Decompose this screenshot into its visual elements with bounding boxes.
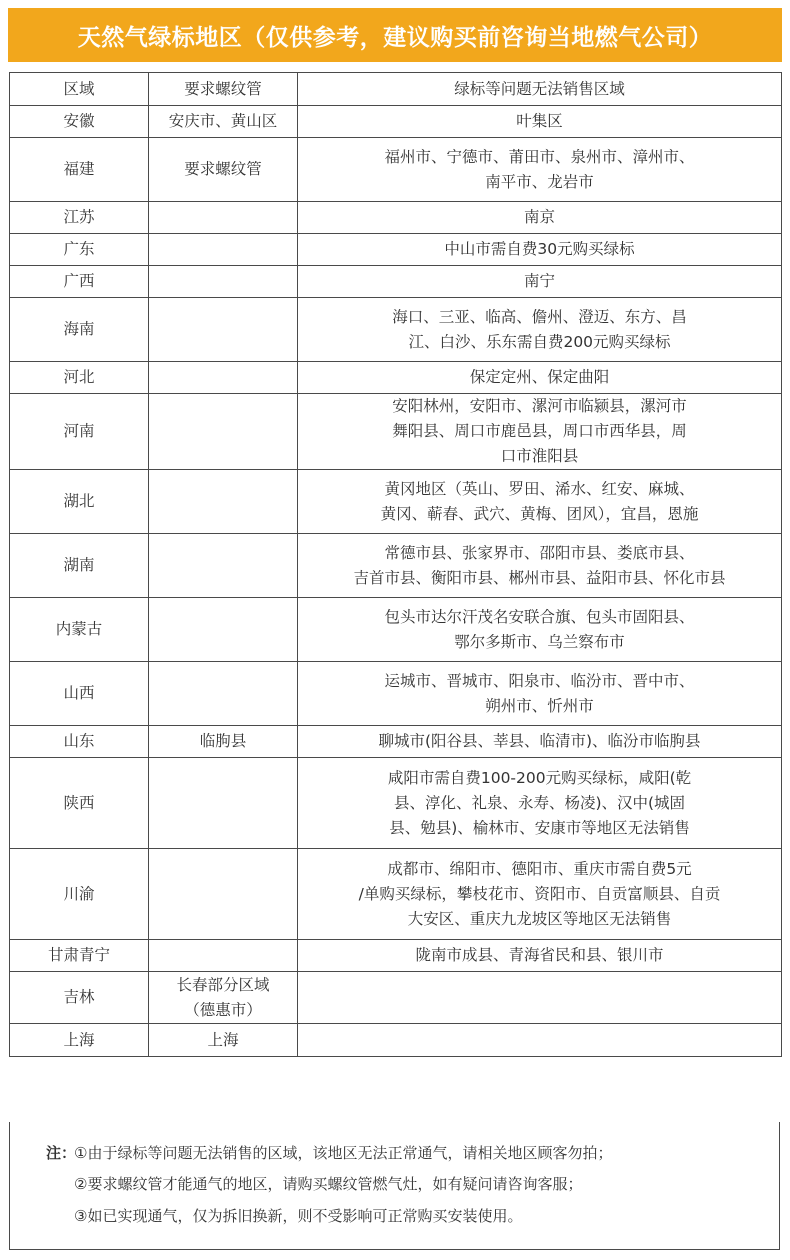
notes-label: 注：	[46, 1144, 77, 1162]
unsold-area-cell	[298, 202, 782, 234]
unsold-area-cell	[298, 470, 782, 534]
thread-pipe-cell	[149, 202, 298, 234]
region-cell: 湖北	[10, 470, 149, 534]
unsold-area-line: 运城市、晋城市、阳泉市、临汾市、晋中市、	[384, 671, 695, 690]
table-row	[10, 106, 782, 138]
unsold-area-cell	[298, 1024, 782, 1057]
thread-pipe-cell	[149, 849, 298, 940]
unsold-area-line: 常德市县、张家界市、邵阳市县、娄底市县、	[384, 543, 695, 562]
table-row	[10, 394, 782, 470]
table-row	[10, 534, 782, 598]
unsold-area-cell	[298, 362, 782, 394]
note-text: ③如已实现通气，仅为拆旧换新，则不受影响可正常购买安装使用。	[74, 1207, 523, 1225]
unsold-area-line: 大安区、重庆九龙坡区等地区无法销售	[407, 909, 672, 928]
header-region: 区域	[10, 73, 149, 106]
thread-pipe-cell: 长春部分区域 （德惠市）	[149, 972, 298, 1024]
table-row	[10, 849, 782, 940]
thread-pipe-cell	[149, 534, 298, 598]
region-cell: 内蒙古	[10, 598, 149, 662]
thread-pipe-cell	[149, 470, 298, 534]
note-text: ②要求螺纹管才能通气的地区，请购买螺纹管燃气灶，如有疑问请咨询客服；	[74, 1175, 583, 1193]
note-text: ①由于绿标等问题无法销售的区域，该地区无法正常通气，请相关地区顾客勿拍；	[74, 1144, 613, 1162]
unsold-area-line: 县、淳化、礼泉、永寿、杨凌)、汉中(城固	[393, 793, 686, 812]
thread-pipe-cell	[149, 266, 298, 298]
unsold-area-line: 叶集区	[516, 112, 563, 130]
table-header-row	[10, 73, 782, 106]
table-row	[10, 362, 782, 394]
thread-pipe-cell	[149, 758, 298, 849]
region-cell: 吉林	[10, 972, 149, 1024]
notes-box	[9, 1122, 780, 1250]
unsold-area-cell	[298, 266, 782, 298]
table-row	[10, 1024, 782, 1057]
region-cell: 海南	[10, 298, 149, 362]
unsold-area-cell	[298, 298, 782, 362]
region-cell: 河北	[10, 362, 149, 394]
unsold-area-line: 安阳林州，安阳市、漯河市临颍县，漯河市	[392, 397, 687, 415]
note-2	[74, 1174, 582, 1194]
region-cell: 上海	[10, 1024, 149, 1057]
note-3	[74, 1206, 522, 1226]
unsold-area-line: 南平市、龙岩市	[485, 172, 594, 191]
table-row	[10, 758, 782, 849]
table-row	[10, 470, 782, 534]
unsold-area-line: 南京	[523, 208, 555, 226]
table-row	[10, 202, 782, 234]
unsold-area-cell	[298, 849, 782, 940]
thread-pipe-cell	[149, 662, 298, 726]
unsold-area-cell	[298, 598, 782, 662]
region-cell: 安徽	[10, 106, 149, 138]
region-cell: 陕西	[10, 758, 149, 849]
unsold-area-cell	[298, 758, 782, 849]
thread-pipe-cell	[149, 298, 298, 362]
unsold-area-line: 陇南市成县、青海省民和县、银川市	[415, 946, 664, 964]
thread-pipe-cell: 安庆市、黄山区	[149, 106, 298, 138]
unsold-area-cell	[298, 940, 782, 972]
unsold-area-cell	[298, 138, 782, 202]
region-cell: 福建	[10, 138, 149, 202]
table-row	[10, 940, 782, 972]
region-cell: 湖南	[10, 534, 149, 598]
unsold-area-line: 包头市达尔汗茂名安联合旗、包头市固阳县、	[384, 607, 695, 626]
unsold-area-line: 中山市需自费30元购买绿标	[444, 240, 635, 258]
table-row	[10, 662, 782, 726]
table-row	[10, 138, 782, 202]
thread-pipe-cell	[149, 394, 298, 470]
unsold-area-line: 黄冈地区（英山、罗田、浠水、红安、麻城、	[384, 479, 695, 498]
table-row	[10, 598, 782, 662]
unsold-area-line: 黄冈、蕲春、武穴、黄梅、团风），宜昌，恩施	[380, 504, 699, 523]
table-row	[10, 972, 782, 1024]
unsold-area-line: 舞阳县、周口市鹿邑县，周口市西华县，周	[392, 422, 687, 440]
unsold-area-cell	[298, 234, 782, 266]
region-cell: 川渝	[10, 849, 149, 940]
region-table	[9, 72, 782, 1057]
title-banner	[8, 8, 782, 62]
unsold-area-line: 南宁	[523, 272, 555, 290]
unsold-area-cell	[298, 972, 782, 1024]
thread-pipe-cell: 临朐县	[149, 726, 298, 758]
unsold-area-line: 吉首市县、衡阳市县、郴州市县、益阳市县、怀化市县	[353, 568, 726, 587]
region-cell: 河南	[10, 394, 149, 470]
unsold-area-line: 江、白沙、乐东需自费200元购买绿标	[408, 332, 671, 351]
unsold-area-line: 鄂尔多斯市、乌兰察布市	[454, 632, 625, 651]
table-row	[10, 234, 782, 266]
thread-pipe-cell	[149, 940, 298, 972]
region-cell: 山西	[10, 662, 149, 726]
banner-title: 天然气绿标地区（仅供参考，建议购买前咨询当地燃气公司）	[77, 24, 713, 51]
unsold-area-cell	[298, 662, 782, 726]
thread-pipe-cell	[149, 598, 298, 662]
table-row	[10, 726, 782, 758]
region-cell: 甘肃青宁	[10, 940, 149, 972]
header-unsold-area: 绿标等问题无法销售区域	[298, 73, 782, 106]
unsold-area-line: 保定定州、保定曲阳	[469, 368, 610, 386]
unsold-area-line: 朔州市、忻州市	[485, 696, 594, 715]
unsold-area-cell	[298, 534, 782, 598]
unsold-area-line: 口市淮阳县	[500, 447, 579, 465]
thread-pipe-cell	[149, 362, 298, 394]
region-cell: 山东	[10, 726, 149, 758]
unsold-area-cell	[298, 726, 782, 758]
unsold-area-line: 咸阳市需自费100-200元购买绿标，咸阳(乾	[387, 768, 692, 787]
unsold-area-cell	[298, 394, 782, 470]
thread-pipe-cell	[149, 234, 298, 266]
unsold-area-line: 聊城市(阳谷县、莘县、临清市)、临汾市临朐县	[378, 732, 701, 750]
region-cell: 广西	[10, 266, 149, 298]
thread-pipe-cell: 要求螺纹管	[149, 138, 298, 202]
unsold-area-line: 海口、三亚、临高、儋州、澄迈、东方、昌	[392, 307, 687, 326]
unsold-area-line: 福州市、宁德市、莆田市、泉州市、漳州市、	[384, 147, 695, 166]
unsold-area-line: /单购买绿标，攀枝花市、资阳市、自贡富顺县、自贡	[358, 884, 721, 903]
table-row	[10, 266, 782, 298]
note-1	[46, 1143, 612, 1163]
table-row	[10, 298, 782, 362]
thread-pipe-cell: 上海	[149, 1024, 298, 1057]
region-cell: 江苏	[10, 202, 149, 234]
header-thread-pipe: 要求螺纹管	[149, 73, 298, 106]
region-cell: 广东	[10, 234, 149, 266]
unsold-area-line: 县、勉县)、榆林市、安康市等地区无法销售	[389, 818, 690, 837]
unsold-area-cell	[298, 106, 782, 138]
unsold-area-line: 成都市、绵阳市、德阳市、重庆市需自费5元	[387, 859, 692, 878]
